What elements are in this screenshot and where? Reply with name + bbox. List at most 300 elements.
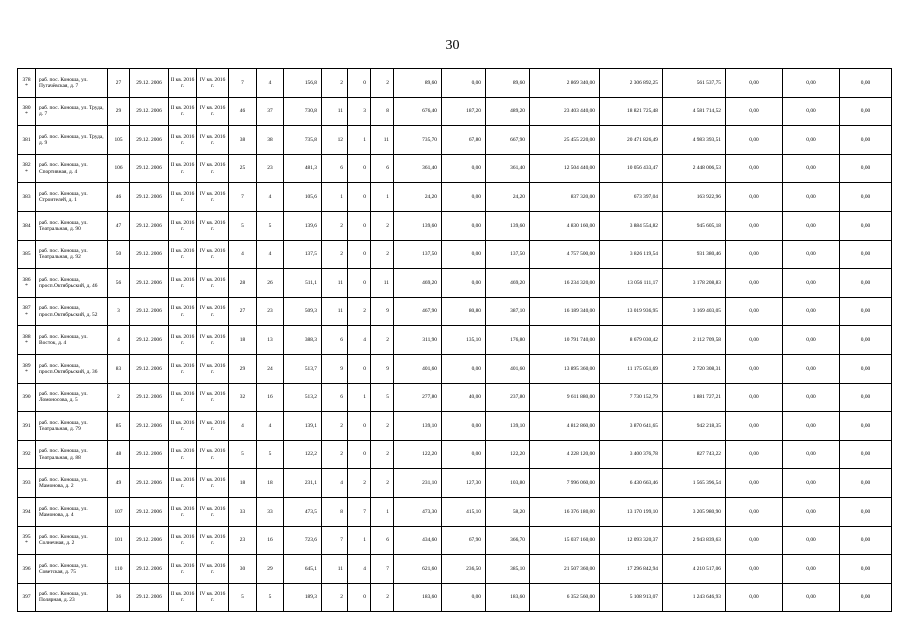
cell-apartments-total: 11: [322, 297, 348, 326]
cell-residents-total: 25: [229, 154, 257, 183]
cell-recognition-date: 29.12. 2006: [130, 126, 169, 155]
cell-cost-municipal: 0,00: [726, 354, 783, 383]
cell-cost-total: 13 895 360,00: [530, 354, 600, 383]
cell-row-number: 383: [18, 183, 36, 212]
cell-cost-fund: 12 093 320,37: [600, 526, 663, 555]
cell-cost-extra: 0,00: [783, 469, 840, 498]
cell-address: раб. пос. Коноша, ул. Полярная, д. 23: [36, 583, 108, 612]
cell-recognition-date: 29.12. 2006: [130, 297, 169, 326]
cell-relocated-area-municipal: 24,20: [486, 183, 530, 212]
cell-relocated-area-private: 0,00: [442, 354, 486, 383]
cell-cost-fund: 6 430 663,46: [600, 469, 663, 498]
cell-cost-extra: 0,00: [783, 126, 840, 155]
table-row: [18, 469, 892, 498]
cell-relocated-area-total: 676,40: [394, 97, 442, 126]
cell-relocated-area-municipal: 237,80: [486, 383, 530, 412]
cell-address: раб. пос. Коноша, ул. Мамонова, д. 2: [36, 469, 108, 498]
cell-planned-end: IV кв. 2016 г.: [197, 97, 229, 126]
cell-row-number: 384: [18, 211, 36, 240]
cell-row-number: 380 *: [18, 97, 36, 126]
cell-relocated-area-private: 40,00: [442, 383, 486, 412]
cell-recognition-date: 29.12. 2006: [130, 269, 169, 298]
cell-row-number: 381: [18, 126, 36, 155]
cell-apartments-private: 2: [348, 297, 371, 326]
cell-apartments-total: 2: [322, 211, 348, 240]
cell-apartments-private: 4: [348, 326, 371, 355]
cell-cost-other: 0,00: [840, 126, 892, 155]
cell-residents-total: 38: [229, 126, 257, 155]
cell-cost-other: 0,00: [840, 97, 892, 126]
cell-planned-start: II кв. 2016 г.: [169, 269, 197, 298]
cell-cost-fund: 7 730 152,79: [600, 383, 663, 412]
cell-cost-municipal: 0,00: [726, 297, 783, 326]
cell-relocated-area-municipal: 139,60: [486, 211, 530, 240]
cell-house-number: 27: [108, 69, 130, 98]
cell-cost-total: 4 830 160,00: [530, 211, 600, 240]
cell-cost-regional: 1 243 646,93: [663, 583, 726, 612]
cell-cost-municipal: 0,00: [726, 154, 783, 183]
cell-cost-extra: 0,00: [783, 211, 840, 240]
table-row: [18, 269, 892, 298]
cell-planned-end: IV кв. 2016 г.: [197, 211, 229, 240]
cell-planned-end: IV кв. 2016 г.: [197, 383, 229, 412]
cell-cost-regional: 942 218,35: [663, 412, 726, 441]
cell-cost-other: 0,00: [840, 154, 892, 183]
table-row: [18, 326, 892, 355]
cell-cost-other: 0,00: [840, 412, 892, 441]
cell-address: раб. пос. Коноша, ул. Строителей, д. 1: [36, 183, 108, 212]
cell-cost-extra: 0,00: [783, 412, 840, 441]
cell-recognition-date: 29.12. 2006: [130, 211, 169, 240]
cell-cost-fund: 13 056 111,17: [600, 269, 663, 298]
cell-cost-fund: 5 108 913,07: [600, 583, 663, 612]
cell-cost-municipal: 0,00: [726, 555, 783, 584]
cell-cost-extra: 0,00: [783, 440, 840, 469]
cell-residents-to-relocate: 23: [257, 154, 284, 183]
cell-relocated-area-municipal: 137,50: [486, 240, 530, 269]
cell-relocated-area-municipal: 361,40: [486, 154, 530, 183]
cell-apartments-municipal: 2: [371, 412, 394, 441]
cell-apartments-private: 1: [348, 383, 371, 412]
cell-cost-fund: 673 397,04: [600, 183, 663, 212]
cell-planned-start: II кв. 2016 г.: [169, 526, 197, 555]
cell-relocated-area-private: 135,10: [442, 326, 486, 355]
table-row: [18, 126, 892, 155]
cell-apartments-private: 0: [348, 354, 371, 383]
cell-recognition-date: 29.12. 2006: [130, 154, 169, 183]
cell-cost-regional: 2 112 709,58: [663, 326, 726, 355]
cell-cost-total: 4 228 120,00: [530, 440, 600, 469]
cell-apartments-municipal: 11: [371, 126, 394, 155]
cell-row-number: 382 *: [18, 154, 36, 183]
cell-residents-to-relocate: 24: [257, 354, 284, 383]
cell-residents-to-relocate: 26: [257, 269, 284, 298]
cell-recognition-date: 29.12. 2006: [130, 555, 169, 584]
cell-area-total: 481,3: [284, 154, 322, 183]
cell-relocated-area-total: 473,30: [394, 497, 442, 526]
cell-area-total: 509,3: [284, 297, 322, 326]
cell-cost-other: 0,00: [840, 211, 892, 240]
cell-apartments-total: 1: [322, 183, 348, 212]
cell-area-total: 189,3: [284, 583, 322, 612]
cell-residents-to-relocate: 4: [257, 69, 284, 98]
cell-address: раб. пос. Коноша, просп.Октябрьский, д. 52: [36, 297, 108, 326]
cell-recognition-date: 29.12. 2006: [130, 526, 169, 555]
cell-relocated-area-total: 139,60: [394, 211, 442, 240]
cell-apartments-total: 6: [322, 154, 348, 183]
cell-house-number: 36: [108, 583, 130, 612]
cell-cost-municipal: 0,00: [726, 326, 783, 355]
cell-cost-fund: 20 471 826,49: [600, 126, 663, 155]
cell-planned-start: II кв. 2016 г.: [169, 240, 197, 269]
cell-residents-to-relocate: 5: [257, 211, 284, 240]
cell-residents-total: 32: [229, 383, 257, 412]
cell-cost-municipal: 0,00: [726, 211, 783, 240]
cell-residents-to-relocate: 5: [257, 583, 284, 612]
cell-address: раб. пос. Коноша, просп.Октябрьский, д. 46: [36, 269, 108, 298]
cell-cost-total: 16 376 180,00: [530, 497, 600, 526]
cell-cost-total: 23 403 440,00: [530, 97, 600, 126]
cell-relocated-area-total: 139,10: [394, 412, 442, 441]
cell-house-number: 110: [108, 555, 130, 584]
cell-address: раб. пос. Коноша, ул. Спортивная, д. 4: [36, 154, 108, 183]
cell-apartments-total: 12: [322, 126, 348, 155]
cell-row-number: 392: [18, 440, 36, 469]
cell-cost-total: 16 234 320,00: [530, 269, 600, 298]
cell-apartments-private: 1: [348, 126, 371, 155]
cell-recognition-date: 29.12. 2006: [130, 97, 169, 126]
cell-relocated-area-private: 0,00: [442, 240, 486, 269]
cell-apartments-total: 2: [322, 69, 348, 98]
cell-relocated-area-private: 0,00: [442, 269, 486, 298]
cell-relocated-area-private: 0,00: [442, 69, 486, 98]
cell-cost-regional: 827 743,22: [663, 440, 726, 469]
cell-residents-total: 18: [229, 469, 257, 498]
cell-cost-extra: 0,00: [783, 154, 840, 183]
cell-relocated-area-municipal: 667,90: [486, 126, 530, 155]
cell-cost-regional: 2 720 308,31: [663, 354, 726, 383]
cell-cost-municipal: 0,00: [726, 412, 783, 441]
cell-recognition-date: 29.12. 2006: [130, 69, 169, 98]
table-row: [18, 555, 892, 584]
cell-relocated-area-municipal: 387,10: [486, 297, 530, 326]
cell-house-number: 47: [108, 211, 130, 240]
cell-area-total: 137,5: [284, 240, 322, 269]
cell-apartments-total: 2: [322, 412, 348, 441]
cell-cost-total: 15 037 160,00: [530, 526, 600, 555]
cell-cost-other: 0,00: [840, 555, 892, 584]
cell-relocated-area-municipal: 176,80: [486, 326, 530, 355]
cell-apartments-municipal: 6: [371, 526, 394, 555]
cell-cost-total: 12 504 440,00: [530, 154, 600, 183]
cell-cost-municipal: 0,00: [726, 526, 783, 555]
cell-cost-municipal: 0,00: [726, 183, 783, 212]
table-row: [18, 97, 892, 126]
cell-planned-start: II кв. 2016 г.: [169, 297, 197, 326]
cell-apartments-municipal: 9: [371, 297, 394, 326]
cell-recognition-date: 29.12. 2006: [130, 383, 169, 412]
cell-row-number: 389 *: [18, 354, 36, 383]
cell-apartments-private: 3: [348, 97, 371, 126]
cell-residents-total: 33: [229, 497, 257, 526]
cell-relocated-area-private: 0,00: [442, 154, 486, 183]
cell-residents-total: 46: [229, 97, 257, 126]
cell-relocated-area-municipal: 183,60: [486, 583, 530, 612]
table-row: [18, 526, 892, 555]
cell-relocated-area-municipal: 401,60: [486, 354, 530, 383]
cell-cost-other: 0,00: [840, 497, 892, 526]
cell-cost-municipal: 0,00: [726, 383, 783, 412]
cell-relocated-area-municipal: 122,20: [486, 440, 530, 469]
cell-cost-other: 0,00: [840, 526, 892, 555]
cell-row-number: 394: [18, 497, 36, 526]
resettlement-table: [17, 68, 892, 612]
cell-apartments-municipal: 7: [371, 555, 394, 584]
cell-house-number: 4: [108, 326, 130, 355]
cell-cost-regional: 1 565 396,54: [663, 469, 726, 498]
cell-row-number: 390: [18, 383, 36, 412]
cell-relocated-area-total: 434,60: [394, 526, 442, 555]
table-row: [18, 183, 892, 212]
cell-relocated-area-total: 137,50: [394, 240, 442, 269]
cell-area-total: 388,3: [284, 326, 322, 355]
table-row: [18, 383, 892, 412]
cell-cost-municipal: 0,00: [726, 440, 783, 469]
cell-cost-extra: 0,00: [783, 326, 840, 355]
cell-cost-municipal: 0,00: [726, 69, 783, 98]
cell-residents-total: 7: [229, 183, 257, 212]
cell-area-total: 511,1: [284, 269, 322, 298]
table-row: [18, 211, 892, 240]
cell-cost-total: 25 455 220,00: [530, 126, 600, 155]
cell-relocated-area-private: 0,00: [442, 583, 486, 612]
cell-apartments-municipal: 2: [371, 326, 394, 355]
cell-apartments-municipal: 2: [371, 240, 394, 269]
cell-cost-fund: 3 870 641,65: [600, 412, 663, 441]
cell-apartments-total: 11: [322, 269, 348, 298]
cell-cost-fund: 8 679 030,42: [600, 326, 663, 355]
cell-residents-to-relocate: 4: [257, 412, 284, 441]
cell-area-total: 105,6: [284, 183, 322, 212]
cell-apartments-total: 4: [322, 469, 348, 498]
cell-cost-total: 837 320,00: [530, 183, 600, 212]
cell-apartments-municipal: 8: [371, 97, 394, 126]
cell-house-number: 48: [108, 440, 130, 469]
cell-cost-other: 0,00: [840, 69, 892, 98]
cell-cost-extra: 0,00: [783, 497, 840, 526]
cell-planned-end: IV кв. 2016 г.: [197, 354, 229, 383]
cell-apartments-private: 0: [348, 69, 371, 98]
cell-residents-total: 5: [229, 211, 257, 240]
cell-residents-to-relocate: 4: [257, 240, 284, 269]
cell-residents-to-relocate: 5: [257, 440, 284, 469]
cell-address: раб. пос. Коноша, ул. Театральная, д. 92: [36, 240, 108, 269]
cell-house-number: 3: [108, 297, 130, 326]
cell-cost-regional: 4 210 517,06: [663, 555, 726, 584]
cell-cost-fund: 10 056 433,47: [600, 154, 663, 183]
cell-relocated-area-total: 361,40: [394, 154, 442, 183]
cell-apartments-municipal: 9: [371, 354, 394, 383]
cell-apartments-private: 7: [348, 497, 371, 526]
cell-planned-end: IV кв. 2016 г.: [197, 240, 229, 269]
cell-relocated-area-total: 469,20: [394, 269, 442, 298]
cell-planned-start: II кв. 2016 г.: [169, 383, 197, 412]
cell-recognition-date: 29.12. 2006: [130, 497, 169, 526]
cell-house-number: 50: [108, 240, 130, 269]
cell-relocated-area-private: 67,90: [442, 526, 486, 555]
cell-residents-total: 4: [229, 240, 257, 269]
cell-planned-start: II кв. 2016 г.: [169, 354, 197, 383]
cell-area-total: 139,6: [284, 211, 322, 240]
cell-apartments-municipal: 2: [371, 469, 394, 498]
cell-cost-total: 21 507 360,00: [530, 555, 600, 584]
cell-address: раб. пос. Коноша, ул. Пугачёвская, д. 7: [36, 69, 108, 98]
cell-cost-fund: 17 296 842,94: [600, 555, 663, 584]
cell-cost-regional: 3 205 980,90: [663, 497, 726, 526]
cell-address: раб. пос. Коноша, ул. Солнечная, д. 2: [36, 526, 108, 555]
cell-apartments-municipal: 2: [371, 583, 394, 612]
cell-planned-end: IV кв. 2016 г.: [197, 583, 229, 612]
cell-planned-end: IV кв. 2016 г.: [197, 412, 229, 441]
cell-cost-other: 0,00: [840, 440, 892, 469]
cell-relocated-area-total: 231,10: [394, 469, 442, 498]
cell-planned-start: II кв. 2016 г.: [169, 555, 197, 584]
cell-house-number: 85: [108, 412, 130, 441]
cell-planned-end: IV кв. 2016 г.: [197, 154, 229, 183]
cell-apartments-private: 1: [348, 526, 371, 555]
table-row: [18, 583, 892, 612]
cell-relocated-area-total: 621,60: [394, 555, 442, 584]
cell-cost-total: 10 791 740,00: [530, 326, 600, 355]
cell-address: раб. пос. Коноша, ул. Труда, д. 9: [36, 126, 108, 155]
cell-address: раб. пос. Коноша, ул. Театральная, д. 88: [36, 440, 108, 469]
cell-apartments-private: 0: [348, 183, 371, 212]
cell-relocated-area-municipal: 366,70: [486, 526, 530, 555]
cell-residents-total: 28: [229, 269, 257, 298]
cell-address: раб. пос. Коноша, просп.Октябрьский, д. 36: [36, 354, 108, 383]
cell-residents-total: 30: [229, 555, 257, 584]
cell-planned-end: IV кв. 2016 г.: [197, 526, 229, 555]
cell-residents-to-relocate: 16: [257, 526, 284, 555]
cell-planned-end: IV кв. 2016 г.: [197, 269, 229, 298]
cell-row-number: 387 *: [18, 297, 36, 326]
cell-planned-end: IV кв. 2016 г.: [197, 469, 229, 498]
cell-apartments-municipal: 2: [371, 211, 394, 240]
cell-cost-total: 7 996 060,00: [530, 469, 600, 498]
cell-residents-total: 5: [229, 583, 257, 612]
cell-cost-fund: 18 821 725,48: [600, 97, 663, 126]
cell-house-number: 83: [108, 354, 130, 383]
cell-planned-start: II кв. 2016 г.: [169, 126, 197, 155]
cell-relocated-area-private: 80,80: [442, 297, 486, 326]
cell-cost-regional: 4 581 714,52: [663, 97, 726, 126]
cell-row-number: 397: [18, 583, 36, 612]
cell-cost-fund: 3 884 554,82: [600, 211, 663, 240]
cell-cost-other: 0,00: [840, 354, 892, 383]
cell-cost-total: 4 812 860,00: [530, 412, 600, 441]
cell-house-number: 56: [108, 269, 130, 298]
cell-cost-extra: 0,00: [783, 526, 840, 555]
cell-planned-start: II кв. 2016 г.: [169, 412, 197, 441]
cell-cost-other: 0,00: [840, 183, 892, 212]
cell-residents-total: 29: [229, 354, 257, 383]
table-row: [18, 354, 892, 383]
cell-cost-extra: 0,00: [783, 183, 840, 212]
cell-apartments-municipal: 1: [371, 183, 394, 212]
cell-house-number: 101: [108, 526, 130, 555]
cell-cost-other: 0,00: [840, 469, 892, 498]
cell-relocated-area-private: 127,30: [442, 469, 486, 498]
page-number: 30: [445, 38, 460, 53]
cell-apartments-private: 0: [348, 583, 371, 612]
cell-row-number: 388 *: [18, 326, 36, 355]
cell-relocated-area-total: 24,20: [394, 183, 442, 212]
cell-apartments-private: 0: [348, 412, 371, 441]
cell-residents-total: 18: [229, 326, 257, 355]
cell-residents-total: 23: [229, 526, 257, 555]
table-row: [18, 240, 892, 269]
cell-recognition-date: 29.12. 2006: [130, 240, 169, 269]
cell-residents-to-relocate: 18: [257, 469, 284, 498]
cell-relocated-area-total: 122,20: [394, 440, 442, 469]
cell-cost-regional: 931 380,46: [663, 240, 726, 269]
cell-residents-to-relocate: 38: [257, 126, 284, 155]
cell-cost-municipal: 0,00: [726, 240, 783, 269]
cell-apartments-private: 2: [348, 469, 371, 498]
cell-relocated-area-municipal: 139,10: [486, 412, 530, 441]
cell-cost-total: 4 757 500,00: [530, 240, 600, 269]
cell-apartments-private: 0: [348, 211, 371, 240]
cell-apartments-private: 0: [348, 154, 371, 183]
cell-row-number: 385: [18, 240, 36, 269]
cell-relocated-area-total: 311,90: [394, 326, 442, 355]
cell-relocated-area-municipal: 89,60: [486, 69, 530, 98]
cell-planned-end: IV кв. 2016 г.: [197, 69, 229, 98]
cell-apartments-total: 2: [322, 583, 348, 612]
cell-residents-total: 4: [229, 412, 257, 441]
cell-planned-start: II кв. 2016 г.: [169, 326, 197, 355]
cell-apartments-total: 7: [322, 526, 348, 555]
cell-planned-end: IV кв. 2016 г.: [197, 297, 229, 326]
cell-residents-to-relocate: 33: [257, 497, 284, 526]
cell-area-total: 513,7: [284, 354, 322, 383]
cell-cost-extra: 0,00: [783, 297, 840, 326]
cell-cost-municipal: 0,00: [726, 497, 783, 526]
table-row: [18, 297, 892, 326]
cell-area-total: 156,8: [284, 69, 322, 98]
cell-residents-to-relocate: 37: [257, 97, 284, 126]
cell-cost-regional: 3 169 403,05: [663, 297, 726, 326]
cell-residents-total: 5: [229, 440, 257, 469]
cell-cost-municipal: 0,00: [726, 469, 783, 498]
cell-cost-extra: 0,00: [783, 555, 840, 584]
cell-relocated-area-municipal: 489,20: [486, 97, 530, 126]
cell-apartments-total: 2: [322, 440, 348, 469]
cell-recognition-date: 29.12. 2006: [130, 354, 169, 383]
cell-cost-fund: 3 400 376,78: [600, 440, 663, 469]
cell-cost-other: 0,00: [840, 583, 892, 612]
cell-address: раб. пос. Коноша, ул. Советская, д. 75: [36, 555, 108, 584]
cell-relocated-area-private: 236,50: [442, 555, 486, 584]
cell-row-number: 391: [18, 412, 36, 441]
cell-house-number: 49: [108, 469, 130, 498]
cell-area-total: 723,6: [284, 526, 322, 555]
cell-cost-regional: 4 983 393,51: [663, 126, 726, 155]
cell-relocated-area-private: 0,00: [442, 211, 486, 240]
cell-area-total: 473,5: [284, 497, 322, 526]
table-row: [18, 440, 892, 469]
cell-cost-extra: 0,00: [783, 583, 840, 612]
